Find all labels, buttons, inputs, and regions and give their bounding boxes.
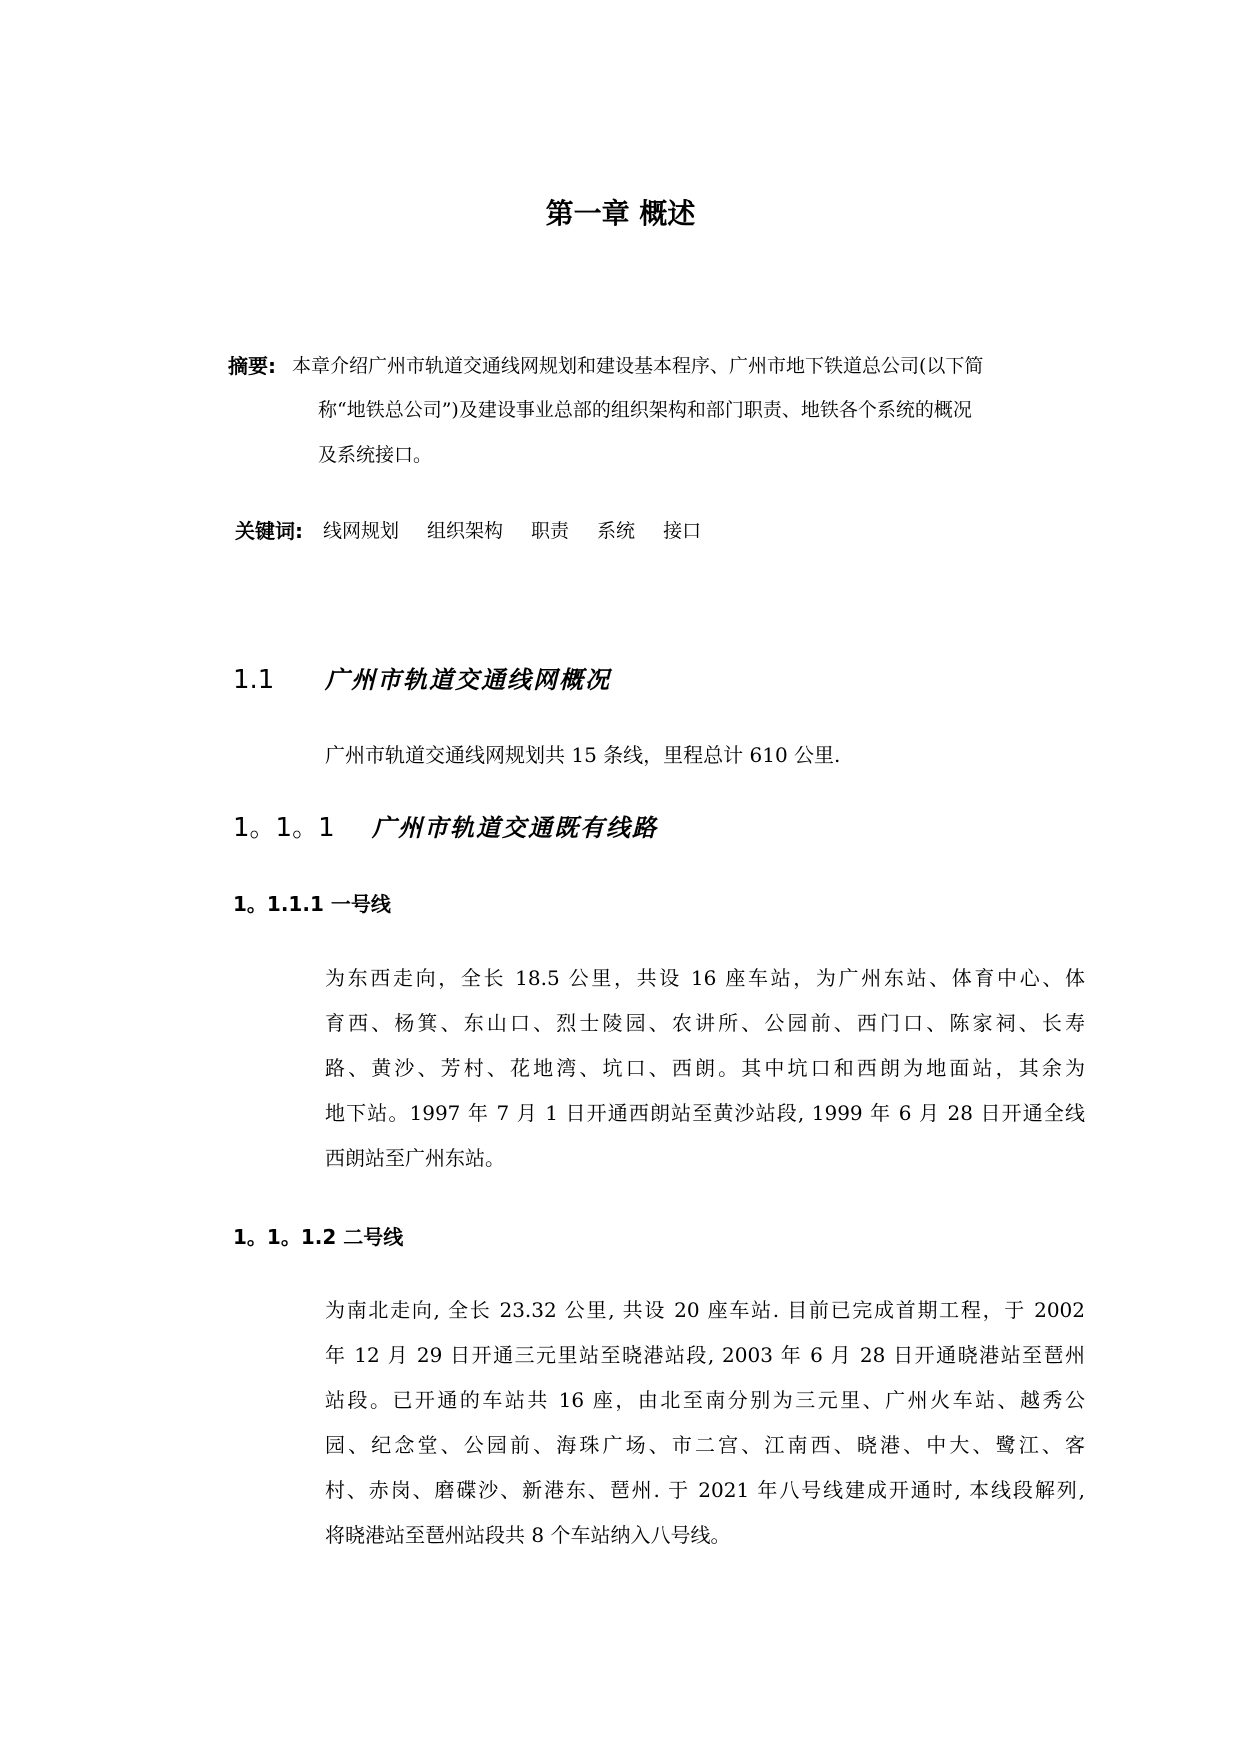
abstract-line-2: 称“地铁总公司”)及建设事业总部的组织架构和部门职责、地铁各个系统的概况	[318, 399, 972, 421]
paragraph-line: 园、纪念堂、公园前、海珠广场、市二宫、江南西、晓港、中大、鹭江、客	[325, 1433, 1085, 1457]
section-intro: 广州市轨道交通线网规划共 15 条线，里程总计 610 公里.	[325, 743, 841, 767]
section-title: 广州市轨道交通线网概况	[325, 665, 611, 694]
keywords-label: 关键词:	[235, 519, 303, 543]
keyword-item: 系统	[597, 520, 636, 542]
section-number: 1.1	[233, 665, 275, 695]
paragraph-line: 为东西走向，全长 18.5 公里，共设 16 座车站，为广州东站、体育中心、体	[325, 966, 1085, 990]
paragraph-line: 村、赤岗、磨碟沙、新港东、琶州. 于 2021 年八号线建成开通时, 本线段解列,	[325, 1478, 1085, 1502]
subsection-title: 广州市轨道交通既有线路	[372, 813, 658, 842]
paragraph-line: 年 12 月 29 日开通三元里站至晓港站段, 2003 年 6 月 28 日开通晓港站至琶州	[325, 1343, 1085, 1367]
keyword-item: 线网规划	[323, 520, 400, 542]
line-2-heading: 1。1。1.2 二号线	[233, 1225, 404, 1249]
keywords-list	[323, 516, 729, 546]
line-1-paragraph	[325, 963, 1085, 1188]
paragraph-line: 育西、杨箕、东山口、烈士陵园、农讲所、公园前、西门口、陈家祠、长寿	[325, 1011, 1085, 1035]
abstract-label: 摘要:	[228, 354, 276, 378]
subsection-number: 1。1。1	[233, 813, 335, 843]
keyword-item: 接口	[663, 520, 702, 542]
paragraph-line: 西朗站至广州东站。	[325, 1146, 505, 1170]
abstract-line-1: 本章介绍广州市轨道交通线网规划和建设基本程序、广州市地下铁道总公司(以下简	[292, 355, 984, 377]
paragraph-line: 为南北走向, 全长 23.32 公里, 共设 20 座车站. 目前已完成首期工程，于 2002	[325, 1298, 1085, 1322]
line-2-paragraph	[325, 1295, 1085, 1565]
paragraph-line: 路、黄沙、芳村、花地湾、坑口、西朗。其中坑口和西朗为地面站，其余为	[325, 1056, 1085, 1080]
keyword-item: 组织架构	[427, 520, 504, 542]
chapter-title: 第一章 概述	[545, 197, 696, 230]
paragraph-line: 地下站。1997 年 7 月 1 日开通西朗站至黄沙站段, 1999 年 6 月 28 日开通全线	[325, 1101, 1085, 1125]
paragraph-line: 站段。已开通的车站共 16 座，由北至南分别为三元里、广州火车站、越秀公	[325, 1388, 1085, 1412]
abstract-line-3: 及系统接口。	[318, 444, 433, 466]
keyword-item: 职责	[531, 520, 570, 542]
line-1-heading: 1。1.1.1 一号线	[233, 892, 391, 916]
paragraph-line: 将晓港站至琶州站段共 8 个车站纳入八号线。	[325, 1523, 731, 1547]
